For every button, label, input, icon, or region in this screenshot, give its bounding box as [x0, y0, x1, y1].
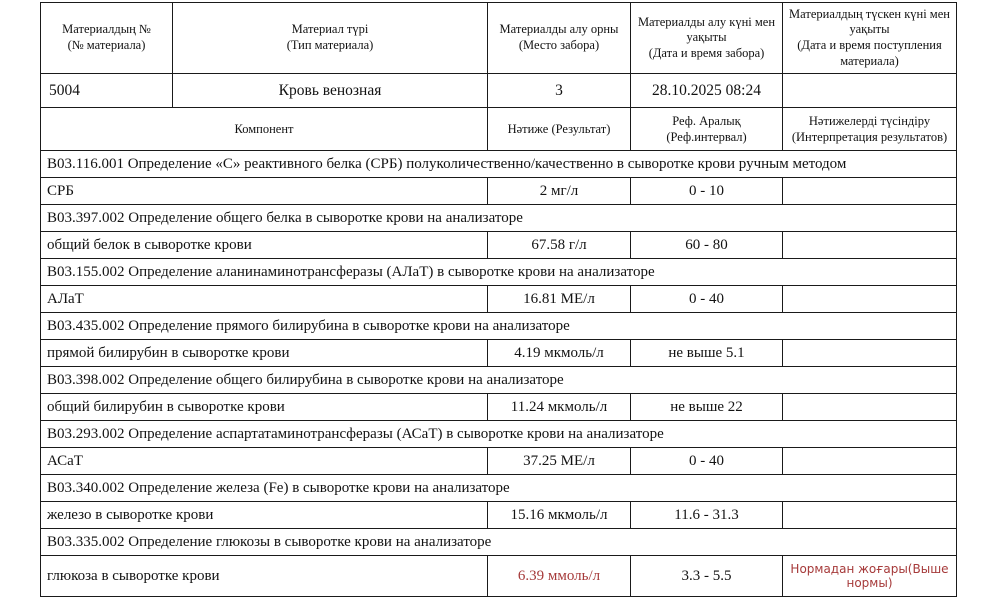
test-group-row: [41, 313, 957, 340]
interpretation-column-header: [783, 108, 957, 151]
lab-report-table: [40, 2, 957, 597]
test-interpretation: [783, 232, 957, 259]
collection-place-header-kk: Материалды алу орны: [499, 22, 619, 37]
test-group-title: B03.335.002 Определение глюкозы в сыворотке крови на анализаторе: [41, 529, 957, 556]
test-interpretation: [783, 340, 957, 367]
test-group-row: [41, 151, 957, 178]
component-header-row: [41, 108, 957, 151]
material-header-row: [41, 3, 957, 74]
test-result-value: 67.58 г/л: [488, 232, 631, 259]
test-component-name: глюкоза в сыворотке крови: [41, 556, 488, 597]
test-result-value: 16.81 МЕ/л: [488, 286, 631, 313]
test-reference-range: 0 - 40: [631, 448, 783, 475]
component-column-header: Компонент: [41, 108, 488, 151]
test-result-row: [41, 286, 957, 313]
test-result-row: [41, 178, 957, 205]
received-datetime-header-kk: Материалдың түскен күні мен уақыты: [789, 6, 950, 37]
interpretation-column-header-kk: Нәтижелерді түсіндіру: [808, 113, 931, 128]
lab-report-table-wrapper: [40, 2, 956, 597]
test-result-value: 6.39 ммоль/л: [488, 556, 631, 597]
test-component-name: железо в сыворотке крови: [41, 502, 488, 529]
test-result-value: 37.25 МЕ/л: [488, 448, 631, 475]
test-result-value: 4.19 мкмоль/л: [488, 340, 631, 367]
result-column-header: [488, 108, 631, 151]
material-type-header-kk: Материал түрі: [291, 22, 369, 37]
test-group-title: B03.293.002 Определение аспартатаминотрансферазы (АСаТ) в сыворотке крови на анализаторе: [41, 421, 957, 448]
collection-datetime-header: [631, 3, 783, 74]
test-reference-range: не выше 5.1: [631, 340, 783, 367]
collection-datetime-header-ru: (Дата и время забора): [648, 45, 765, 60]
test-group-title: B03.397.002 Определение общего белка в сыворотке крови на анализаторе: [41, 205, 957, 232]
result-column-header-kk: Нәтиже: [507, 121, 549, 136]
test-component-name: прямой билирубин в сыворотке крови: [41, 340, 488, 367]
table-body: [41, 3, 957, 597]
test-result-row: [41, 394, 957, 421]
test-group-row: [41, 475, 957, 502]
received-datetime-header: [783, 3, 957, 74]
material-type-header: [173, 3, 488, 74]
test-result-row: [41, 556, 957, 597]
test-group-row: [41, 421, 957, 448]
test-interpretation: [783, 448, 957, 475]
received-datetime-value: [783, 74, 957, 108]
collection-place-header-ru: (Место забора): [518, 38, 600, 52]
test-interpretation: [783, 394, 957, 421]
test-result-value: 2 мг/л: [488, 178, 631, 205]
test-result-row: [41, 232, 957, 259]
material-number-header-ru: (№ материала): [67, 38, 146, 52]
test-group-row: [41, 259, 957, 286]
test-group-title: B03.340.002 Определение железа (Fe) в сыворотке крови на анализаторе: [41, 475, 957, 502]
collection-place-header: [488, 3, 631, 74]
test-interpretation: Нормадан жоғары(Выше нормы): [783, 556, 957, 597]
test-reference-range: 3.3 - 5.5: [631, 556, 783, 597]
reference-column-header-ru: (Реф.интервал): [666, 130, 747, 144]
test-reference-range: 0 - 40: [631, 286, 783, 313]
material-number-value: 5004: [41, 74, 173, 108]
test-result-row: [41, 502, 957, 529]
test-group-title: B03.435.002 Определение прямого билирубина в сыворотке крови на анализаторе: [41, 313, 957, 340]
test-component-name: общий белок в сыворотке крови: [41, 232, 488, 259]
test-reference-range: 0 - 10: [631, 178, 783, 205]
test-interpretation: [783, 178, 957, 205]
result-column-header-ru: (Результат): [551, 121, 611, 136]
test-reference-range: 11.6 - 31.3: [631, 502, 783, 529]
test-result-row: [41, 340, 957, 367]
test-reference-range: не выше 22: [631, 394, 783, 421]
test-interpretation: [783, 502, 957, 529]
test-result-row: [41, 448, 957, 475]
test-component-name: общий билирубин в сыворотке крови: [41, 394, 488, 421]
material-values-row: [41, 74, 957, 108]
test-group-row: [41, 205, 957, 232]
test-component-name: АСаТ: [41, 448, 488, 475]
test-component-name: СРБ: [41, 178, 488, 205]
material-type-header-ru: (Тип материала): [286, 38, 374, 52]
test-group-title: B03.116.001 Определение «С» реактивного белка (СРБ) полуколичественно/качественно в сыворотке крови ручным методом: [41, 151, 957, 178]
test-group-row: [41, 367, 957, 394]
test-group-title: B03.155.002 Определение аланинаминотрансферазы (АЛаТ) в сыворотке крови на анализаторе: [41, 259, 957, 286]
material-type-value: Кровь венозная: [173, 74, 488, 108]
received-datetime-header-ru: (Дата и время поступления материала): [797, 38, 942, 68]
collection-datetime-header-kk: Материалды алу күні мен уақыты: [637, 14, 776, 45]
test-result-value: 15.16 мкмоль/л: [488, 502, 631, 529]
test-interpretation: [783, 286, 957, 313]
reference-column-header: [631, 108, 783, 151]
reference-column-header-kk: Реф. Аралық: [672, 113, 741, 128]
test-group-title: B03.398.002 Определение общего билирубина в сыворотке крови на анализаторе: [41, 367, 957, 394]
test-result-value: 11.24 мкмоль/л: [488, 394, 631, 421]
test-component-name: АЛаТ: [41, 286, 488, 313]
interpretation-column-header-ru: (Интерпретация результатов): [791, 130, 948, 144]
test-group-row: [41, 529, 957, 556]
material-number-header-kk: Материалдың №: [62, 22, 151, 37]
material-number-header: [41, 3, 173, 74]
test-reference-range: 60 - 80: [631, 232, 783, 259]
collection-datetime-value: 28.10.2025 08:24: [631, 74, 783, 108]
collection-place-value: 3: [488, 74, 631, 108]
